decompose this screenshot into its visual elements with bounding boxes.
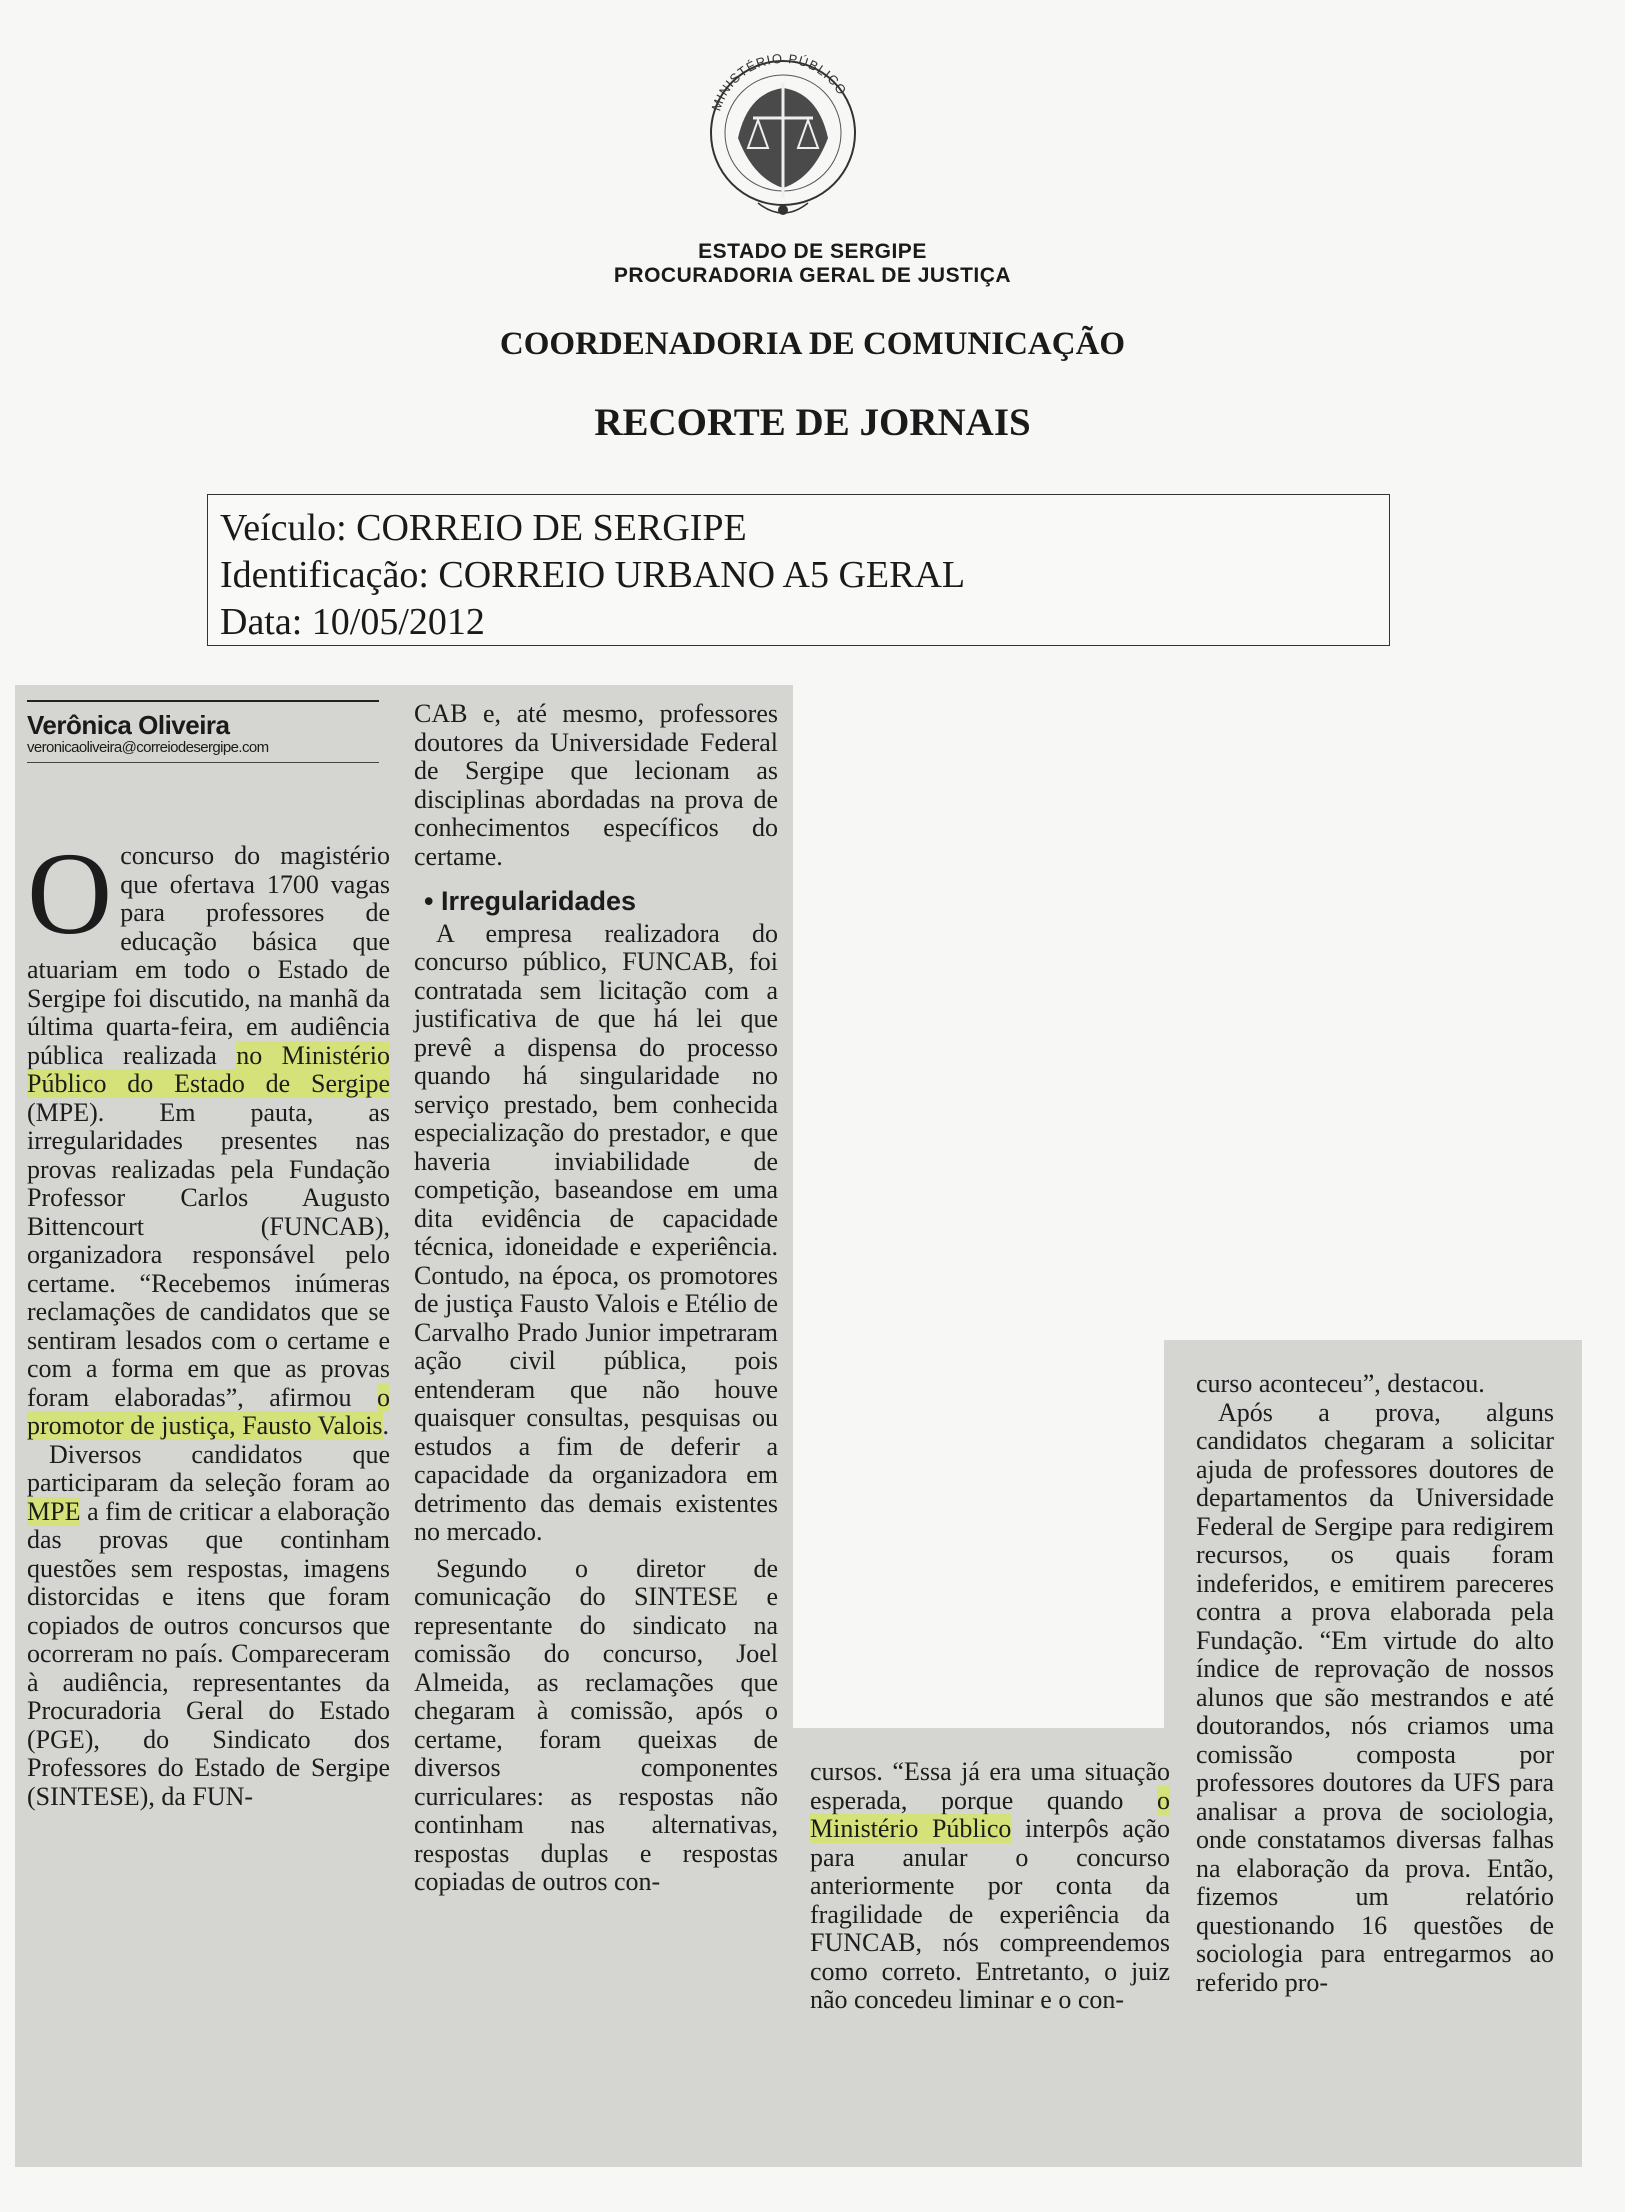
paragraph-1: Oconcurso do magistério que ofertava 1700 vagas para professores de educação básica que atuariam em todo o Estado de Sergipe foi discutido, na manhã da última quarta-feira, em audiência pública realizada no Ministério Público do Estado de Sergipe (MPE). Em pauta, as irregularidades presentes nas provas realizadas pela Fundação Professor Carlos Augusto Bittencourt (FUNCAB), organizadora responsável pelo certame. “Recebemos inúmeras reclamações de candidatos que se sentiram lesados com o certame e com a forma em que as provas foram elaboradas”, afirmou o promotor de justiça, Fausto Valois. [27,828,390,1440]
paragraph-6: cursos. “Essa já era uma situação esperada, porque quando o Ministério Público interpôs ação para anular o concurso anteriormente por conta da fragilidade de experiência da FUNCAB, nós compreendemos como correto. Entretanto, o juiz não concedeu liminar e o con- [810,1757,1170,2014]
paragraph-3: CAB e, até mesmo, professores doutores da Universidade Federal de Sergipe que lecionam as disciplinas abordadas na prova de conhecimentos específicos do certame. [414,699,778,871]
attorney-general-name: PROCURADORIA GERAL DE JUSTIÇA [613,264,1012,287]
highlight-ministerio-publico-2: o Ministério Público [810,1785,1170,1843]
paragraph-2: Diversos candidatos que participaram da seleção foram ao MPE a fim de criticar a elaboração das provas que continham questões sem respostas, imagens distorcidas e itens que foram copiados de outros concursos que ocorreram no país. Compareceram à audiência, representantes da Procuradoria Geral do Estado (PGE), do Sindicato dos Professores do Estado de Sergipe (SINTESE), da FUN- [27,1439,390,1811]
identification-line: Identificação: CORREIO URBANO A5 GERAL [220,554,966,596]
ministerio-publico-seal [698,38,868,238]
highlight-promotor: o promotor de justiça, Fausto Valois [27,1382,390,1440]
article-column-3 [810,1758,1170,2158]
drop-cap: O [27,828,113,959]
subhead-irregularidades: • Irregularidades [424,886,637,916]
byline-top-rule [27,700,379,702]
paragraph-7: curso aconteceu”, destacou. [1196,1369,1485,1398]
coordination-title: COORDENADORIA DE COMUNICAÇÃO [499,326,1126,362]
highlight-ministerio-publico: no Ministério Público do Estado de Sergipe [27,1040,390,1098]
paragraph-5: Segundo o diretor de comunicação do SINTESE e representante do sindicato na comissão do concurso, Joel Almeida, as reclamações que chegaram à comissão, após o certame, foram queixas de diversos componentes curriculares: as respostas não continham nas alternativas, respostas duplas e respostas copiadas de outros con- [414,1553,778,1896]
article-column-1 [27,828,390,2162]
highlight-mpe: MPE [27,1496,81,1526]
state-name: ESTADO DE SERGIPE [698,240,927,263]
paragraph-4: A empresa realizadora do concurso público, FUNCAB, foi contratada sem licitação com a justificativa de que há lei que prevê a dispensa do processo quando há singularidade no serviço prestado, bem conhecida especialização do prestador, e que haveria inviabilidade de competição, baseandose em uma dita evidência de capacidade técnica, idoneidade e experiência. Contudo, na época, os promotores de justiça Fausto Valois e Etélio de Carvalho Prado Junior impetraram ação civil pública, pois entenderam que não houve quaisquer consultas, pesquisas ou estudos a fim de deferir a capacidade da organizadora em detrimento das demais existentes no mercado. [414,918,778,1546]
svg-text:MINISTÉRIO PÚBLICO: MINISTÉRIO PÚBLICO [708,50,850,113]
clipping-info-box [207,494,1390,646]
article-column-4 [1196,1370,1554,2160]
vehicle-line: Veículo: CORREIO DE SERGIPE [220,507,747,549]
author-email: veronicaoliveira@correiodesergipe.com [27,739,269,756]
byline-bottom-rule [27,762,379,763]
article-column-2 [414,700,778,2165]
date-line: Data: 10/05/2012 [220,601,485,643]
author-name: Verônica Oliveira [27,710,230,740]
author-byline [27,700,379,763]
paragraph-8: Após a prova, alguns candidatos chegaram a solicitar ajuda de professores doutores de departamentos da Universidade Federal de Sergipe para redigirem recursos, os quais foram indeferidos, e emitirem pareceres contra a prova elaborada pela Fundação. “Em virtude do alto índice de reprovação de nossos alunos que são mestrandos e até doutorandos, nós criamos uma comissão composta por professores doutores da UFS para analisar a prova de sociologia, onde constatamos diversas falhas na elaboração da prova. Então, fizemos um relatório questionando 16 questões de sociologia para entregarmos ao referido pro- [1196,1397,1554,1997]
section-title: RECORTE DE JORNAIS [594,401,1031,444]
